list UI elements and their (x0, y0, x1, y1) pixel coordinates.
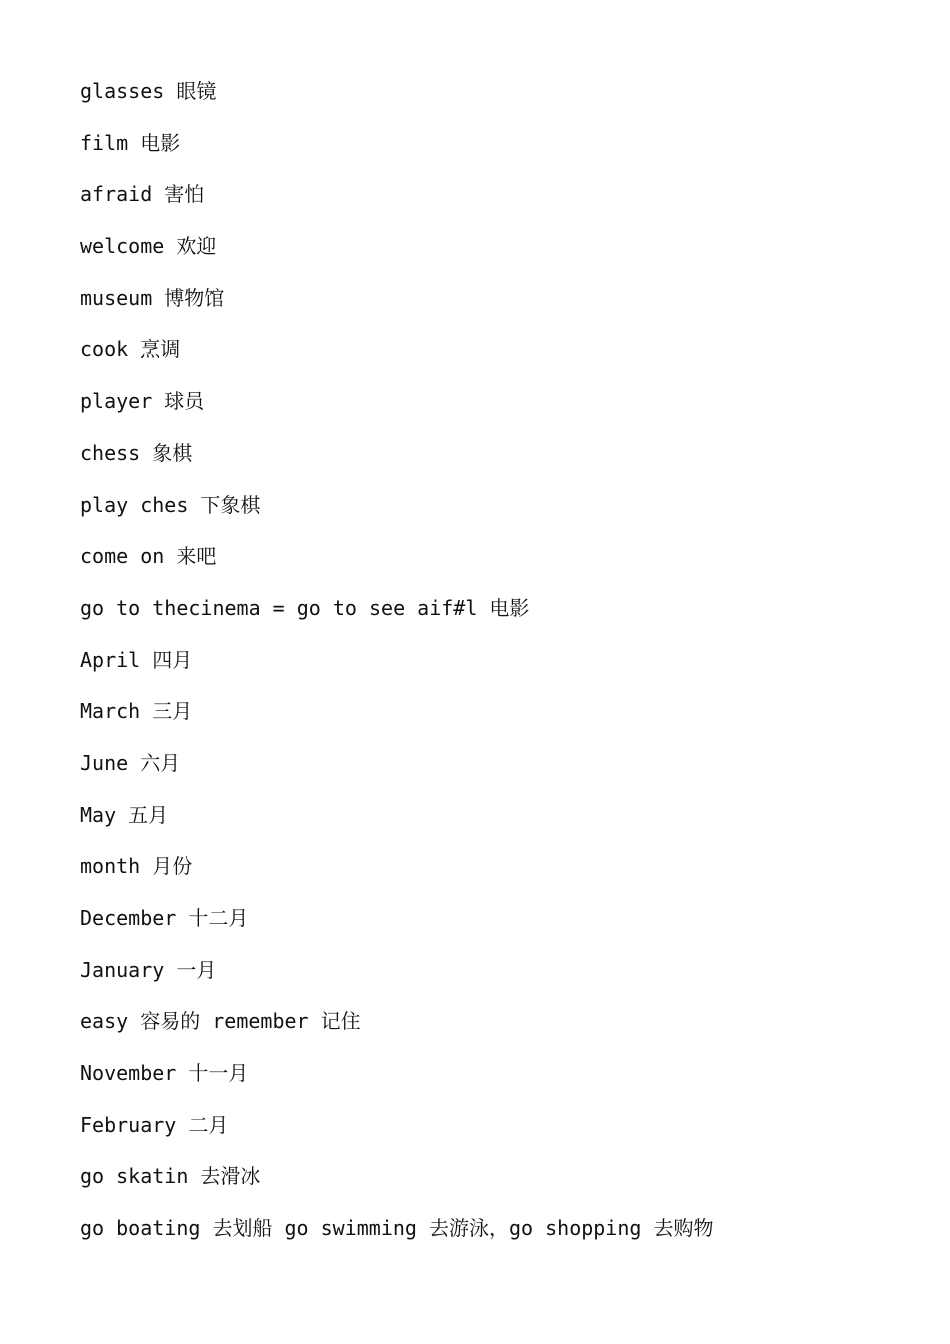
vocabulary-list (80, 75, 900, 1264)
vocab-line: play ches 下象棋 (80, 492, 261, 517)
vocab-line: go boating 去划船 go swimming 去游泳，go shopping 去购物 (80, 1216, 714, 1241)
vocab-line: January 一月 (80, 957, 217, 982)
vocab-line: February 二月 (80, 1112, 229, 1137)
vocab-line: chess 象棋 (80, 440, 193, 465)
vocab-line: go skatin 去滑冰 (80, 1164, 261, 1189)
vocab-line: film 电影 (80, 130, 181, 155)
vocab-line: June 六月 (80, 750, 181, 775)
vocab-line: month 月份 (80, 854, 193, 879)
vocab-line: December 十二月 (80, 906, 249, 930)
vocab-line: afraid 害怕 (80, 182, 205, 207)
vocab-line: May 五月 (80, 802, 169, 827)
vocab-line: welcome 欢迎 (80, 234, 217, 259)
vocab-line: player 球员 (80, 389, 205, 414)
vocab-line: easy 容易的 remember 记住 (80, 1009, 361, 1034)
vocab-line: November 十一月 (80, 1061, 249, 1086)
vocab-line: April 四月 (80, 647, 193, 672)
vocab-line: museum 博物馆 (80, 285, 225, 310)
vocab-line: glasses 眼镜 (80, 79, 217, 103)
vocab-line: March 三月 (80, 699, 193, 724)
vocab-line: come on 来吧 (80, 544, 217, 569)
vocab-line: go to thecinema = go to see aif#l 电影 (80, 595, 530, 620)
vocab-line: cook 烹调 (80, 337, 181, 362)
